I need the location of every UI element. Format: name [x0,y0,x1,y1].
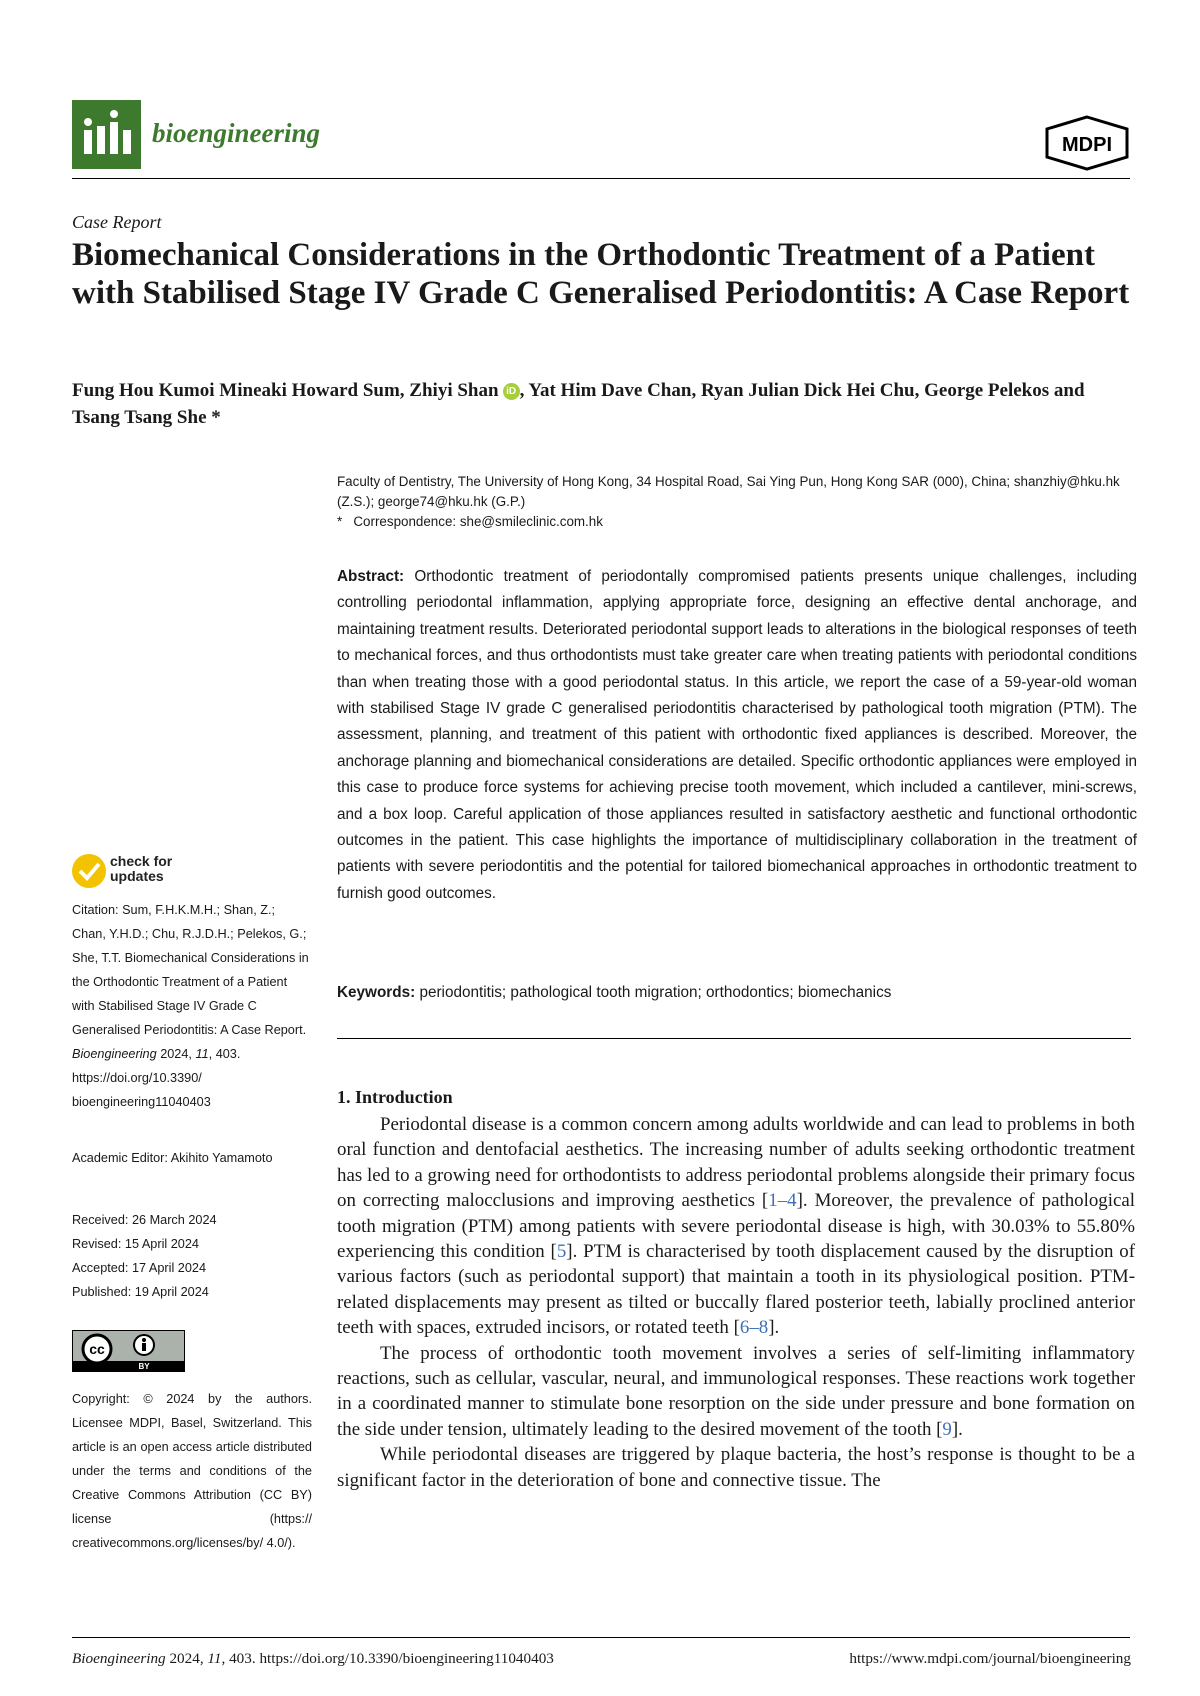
footer-journal-url[interactable]: https://www.mdpi.com/journal/bioengineering [849,1650,1131,1667]
paragraph-text: ]. Moreover, the prevalence of pathological tooth migration (PTM) among patients with severe periodontal disease is high, with 30.03% to 55.80% experiencing this condition [ [337,1190,1136,1263]
keywords-label: Keywords: [337,984,416,1001]
citation-link[interactable]: 6–8 [739,1317,769,1339]
footer-rule [72,1637,1130,1638]
paragraph [337,1341,1135,1443]
affiliation-block [337,472,1137,532]
paragraph [337,1112,1135,1341]
journal-logo-icon [72,100,141,169]
footer-doi[interactable]: , 403. https://doi.org/10.3390/bioengineering11040403 [221,1650,554,1667]
citation-volume: 11 [195,1047,209,1061]
correspondence [337,512,1137,532]
authors-rest: , Yat Him Dave Chan, Ryan Julian Dick Hei Chu, George Pelekos and Tsang Tsang She * [72,380,1085,428]
footer-citation [72,1650,554,1668]
abstract-text: Orthodontic treatment of periodontally compromised patients presents unique challenges, including controlling periodontal inflammation, applying appropriate force, designing an effective dental anchorage, and maintaining treatment results. Deteriorated periodontal support leads to alterations in the biological responses of teeth to mechanical forces, and thus orthodontists must take greater care when treating patients with periodontal conditions than when treating those with a good periodontal status. In this article, we report the case of a 59-year-old woman with stabilised Stage IV grade C generalised periodontitis characterised by pathological tooth migration (PTM). The assessment, planning, and treatment of this patient with orthodontic fixed appliances is described. Moreover, the anchorage planning and biomechanical considerations are detailed. Specific orthodontic appliances were employed in this case to produce force systems for achieving precise tooth movement, which included a cantilever, mini-screws, and a box loop. Careful application of those appliances resulted in satisfactory aesthetic and functional orthodontic outcomes in the patient. This case highlights the importance of multidisciplinary collaboration in the treatment of patients with severe periodontitis and the potential for tailored biomechanical approaches in orthodontic treatment to furnish good outcomes. [337,568,1138,902]
citation-journal: Bioengineering [72,1047,157,1061]
accepted-date: Accepted: 17 April 2024 [72,1261,207,1275]
revised-date: Revised: 15 April 2024 [72,1237,199,1251]
introduction-body [337,1112,1135,1493]
copyright-notice: Copyright: © 2024 by the authors. Licensee MDPI, Basel, Switzerland. This article is an open access article distributed under the terms and conditions of the Creative Commons Attribution (CC BY) license (https:// creativecommons.org/licenses/by/ 4.0/). [72,1392,312,1550]
mdpi-logo [1043,115,1131,171]
journal-name: bioengineering [152,118,321,148]
dates-block [72,1208,312,1304]
paragraph: While periodontal diseases are triggered by plaque bacteria, the host’s response is thought to be a significant factor in the deterioration of bone and connective tissue. The [337,1444,1135,1491]
authors-first: Fung Hou Kumoi Mineaki Howard Sum, Zhiyi Shan [72,380,499,401]
citation-block [72,898,312,1114]
orcid-icon[interactable]: iD [503,383,520,400]
paragraph-text: The process of orthodontic tooth movement involves a series of self-limiting inflammatory reactions, such as cellular, vascular, neural, and immunological responses. These reactions work together in a coordinated manner to stimulate bone resorption on the side under pressure and bone formation on the side under tension, ultimately leading to the desired movement of the tooth [ [337,1342,1135,1440]
footer-year: 2024, [169,1650,204,1667]
keywords-text: periodontitis; pathological tooth migration; orthodontics; biomechanics [419,984,892,1001]
abstract [337,564,1137,907]
paragraph-text: ]. PTM is characterised by tooth displacement caused by the disruption of various factors (such as periodontal support) that maintain a tooth in its physiological position. PTM-related displacements may present as tilted or buccally flared posterior teeth, labially proclined anterior teeth with spaces, extruded incisors, or rotated teeth [ [337,1241,1135,1339]
header-rule [72,178,1130,179]
keywords [337,984,1137,1002]
journal-logo [72,100,141,169]
citation-text: Citation: Sum, F.H.K.M.H.; Shan, Z.; Chan, Y.H.D.; Chu, R.J.D.H.; Pelekos, G.; She, T.T. Biomechanical Considerations in the Orthodontic Treatment of a Patient with Stabilised Stage IV Grade C Generalised Periodontitis: A Case Report. [72,903,309,1037]
article-type: Case Report [72,212,162,232]
citation-link[interactable]: 9 [942,1418,952,1440]
article-title: Biomechanical Considerations in the Orthodontic Treatment of a Patient with Stabilised Stage IV Grade C Generalised Periodontitis: A Case Report [72,237,1130,311]
section-heading: 1. Introduction [337,1087,453,1107]
author-list [72,377,1132,431]
correspondence-marker: * [337,514,343,529]
footer-volume: 11 [207,1650,222,1667]
footer-journal: Bioengineering [72,1650,166,1667]
citation-link[interactable]: 1–4 [768,1190,797,1212]
paragraph-text: ]. [768,1317,780,1339]
abstract-label: Abstract: [337,568,405,585]
svg-text:MDPI: MDPI [1062,134,1112,156]
received-date: Received: 26 March 2024 [72,1213,217,1227]
check-updates-line2: updates [110,868,164,884]
affiliation: Faculty of Dentistry, The University of Hong Kong, 34 Hospital Road, Sai Ying Pun, Hong Kong SAR (000), China; shanzhiy@hku.hk (Z.S.); george74@hku.hk (G.P.) [337,474,1120,509]
cc-by-license-badge[interactable] [72,1330,185,1372]
correspondence-text: Correspondence: she@smileclinic.com.hk [353,514,603,529]
check-updates-icon [70,852,110,890]
citation-link[interactable]: 5 [556,1241,567,1263]
paragraph-text: Periodontal disease is a common concern among adults worldwide and can lead to problems in both oral function and dentofacial aesthetics. The increasing number of adults seeking orthodontic treatment has led to a growing need for orthodontists to address periodontal problems alongside their primary focus on correcting malocclusions and improving aesthetics [ [337,1114,1135,1212]
section-rule [337,1038,1131,1039]
svg-text:BY: BY [138,1362,150,1371]
mdpi-logo-icon [1043,115,1131,171]
check-updates-line1: check for [110,853,173,869]
cc-by-icon [73,1331,184,1371]
academic-editor: Academic Editor: Akihito Yamamoto [72,1151,273,1165]
published-date: Published: 19 April 2024 [72,1285,209,1299]
svg-text:cc: cc [89,1341,105,1357]
citation-doi[interactable]: , 403. https://doi.org/10.3390/ bioengineering11040403 [72,1047,241,1109]
citation-year: 2024, [160,1047,192,1061]
check-for-updates-badge[interactable] [70,852,186,890]
paragraph-text: ]. [951,1418,963,1440]
